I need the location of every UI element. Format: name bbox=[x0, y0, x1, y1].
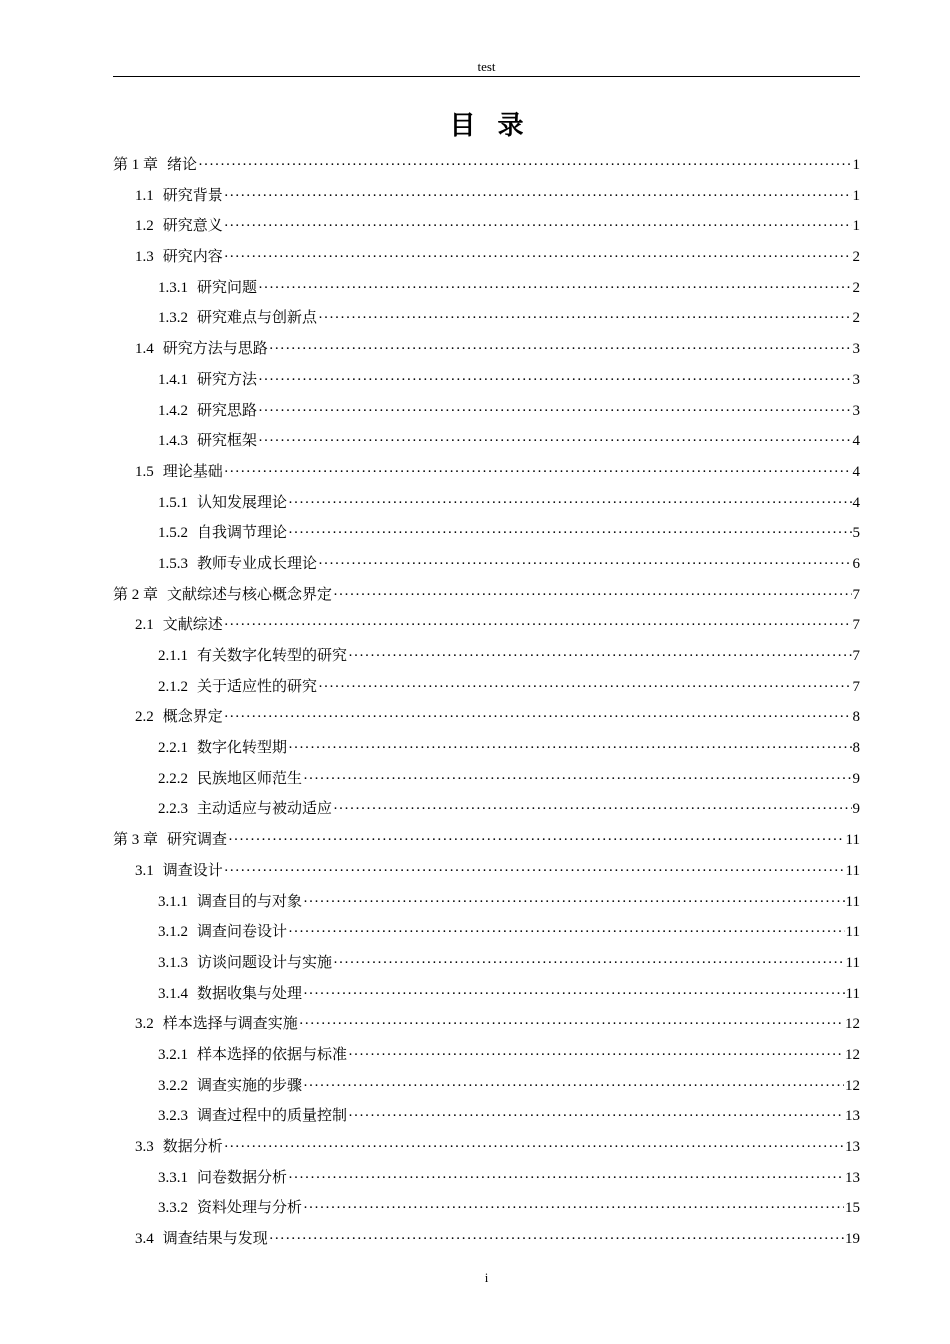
toc-entry-title: 调查设计 bbox=[162, 860, 223, 879]
toc-entry-number: 1.2 bbox=[135, 218, 154, 235]
toc-entry[interactable] bbox=[113, 364, 860, 395]
toc-entry-title: 研究背景 bbox=[162, 185, 223, 204]
toc-entry-title: 民族地区师范生 bbox=[197, 768, 303, 787]
toc-entry-number: 1.3.1 bbox=[158, 279, 188, 296]
toc-dot-leader bbox=[224, 610, 852, 641]
toc-dot-leader bbox=[258, 365, 851, 396]
toc-entry-page: 5 bbox=[852, 525, 860, 542]
toc-entry-title: 调查目的与对象 bbox=[197, 891, 303, 910]
toc-entry-number: 2.1.1 bbox=[158, 648, 188, 664]
toc-dot-leader bbox=[258, 396, 851, 427]
toc-entry-title: 调查实施的步骤 bbox=[197, 1075, 303, 1094]
toc-entry-title: 研究问题 bbox=[197, 277, 258, 296]
toc-entry-title: 概念界定 bbox=[162, 707, 223, 726]
toc-entry[interactable] bbox=[113, 1070, 860, 1101]
toc-dot-leader bbox=[348, 1040, 844, 1071]
toc-entry[interactable] bbox=[113, 701, 860, 732]
toc-entry[interactable] bbox=[113, 180, 860, 211]
toc-dot-leader bbox=[224, 1132, 844, 1163]
toc-dot-leader bbox=[258, 426, 851, 457]
toc-entry-page: 7 bbox=[852, 648, 860, 664]
toc-entry[interactable] bbox=[113, 149, 860, 180]
toc-entry[interactable] bbox=[113, 1223, 860, 1254]
toc-entry-page: 11 bbox=[845, 985, 860, 1002]
toc-dot-leader bbox=[299, 1009, 844, 1040]
toc-dot-leader bbox=[224, 181, 852, 212]
toc-entry-page: 1 bbox=[852, 187, 860, 204]
toc-entry-page: 3 bbox=[852, 402, 860, 419]
toc-entry-number: 1.5.3 bbox=[158, 555, 188, 572]
toc-entry-page: 12 bbox=[845, 1046, 860, 1063]
toc-entry-page: 7 bbox=[852, 586, 860, 603]
toc-entry-page: 4 bbox=[852, 463, 860, 480]
toc-dot-leader bbox=[318, 672, 851, 703]
toc-entry-number: 第 1 章 bbox=[113, 157, 159, 173]
toc-entry-title: 问卷数据分析 bbox=[197, 1167, 288, 1186]
toc-entry-title: 研究方法与思路 bbox=[162, 339, 268, 358]
toc-entry-page: 4 bbox=[852, 433, 860, 450]
toc-entry-page: 19 bbox=[845, 1231, 860, 1248]
toc-entry-number: 1.4.1 bbox=[158, 371, 188, 388]
toc-dot-leader bbox=[224, 242, 852, 273]
toc-entry-page: 13 bbox=[845, 1169, 860, 1186]
toc-entry-page: 7 bbox=[852, 617, 860, 634]
toc-entry-number: 第 3 章 bbox=[113, 832, 159, 849]
toc-dot-leader bbox=[288, 488, 851, 519]
toc-entry-number: 3.1.3 bbox=[158, 954, 188, 971]
toc-entry-page: 2 bbox=[852, 249, 860, 266]
toc-entry-title: 研究意义 bbox=[162, 216, 223, 235]
toc-dot-leader bbox=[288, 917, 845, 948]
toc-entry[interactable] bbox=[113, 1008, 860, 1039]
toc-entry[interactable] bbox=[113, 1131, 860, 1162]
toc-entry-title: 文献综述与核心概念界定 bbox=[167, 584, 333, 603]
toc-entry[interactable] bbox=[113, 886, 860, 917]
toc-entry-title: 研究调查 bbox=[167, 830, 228, 849]
toc-entry-page: 11 bbox=[845, 862, 860, 879]
toc-entry-title: 调查结果与发现 bbox=[162, 1229, 268, 1248]
toc-entry-title: 理论基础 bbox=[162, 461, 223, 480]
toc-entry-number: 1.3 bbox=[135, 249, 154, 266]
toc-entry-title: 调查问卷设计 bbox=[197, 922, 288, 941]
toc-entry-page: 7 bbox=[852, 678, 860, 695]
toc-dot-leader bbox=[333, 948, 845, 979]
toc-entry-title: 关于适应性的研究 bbox=[197, 676, 318, 695]
toc-entry-page: 9 bbox=[852, 770, 860, 787]
toc-entry-page: 12 bbox=[845, 1016, 860, 1033]
toc-dot-leader bbox=[303, 979, 845, 1010]
toc-entry-number: 3.4 bbox=[135, 1231, 154, 1248]
toc-dot-leader bbox=[258, 273, 851, 304]
toc-entry[interactable] bbox=[113, 333, 860, 364]
toc-dot-leader bbox=[269, 334, 852, 365]
toc-entry-number: 3.2 bbox=[135, 1016, 154, 1033]
toc-entry-number: 2.2.3 bbox=[158, 801, 188, 818]
toc-entry[interactable] bbox=[113, 793, 860, 824]
toc-entry-number: 1.4.3 bbox=[158, 433, 188, 450]
toc-entry-page: 13 bbox=[845, 1108, 860, 1125]
toc-entry-number: 1.5 bbox=[135, 463, 154, 480]
toc-entry-number: 1.3.2 bbox=[158, 310, 188, 327]
toc-entry-page: 3 bbox=[852, 371, 860, 388]
toc-entry-number: 1.5.1 bbox=[158, 494, 188, 511]
toc-entry-title: 资料处理与分析 bbox=[197, 1198, 303, 1217]
toc-entry-number: 3.1.4 bbox=[158, 985, 188, 1002]
toc-entry-number: 3.3.1 bbox=[158, 1169, 188, 1186]
toc-entry-page: 11 bbox=[845, 924, 860, 941]
toc-dot-leader bbox=[269, 1224, 844, 1255]
footer-page-number: i bbox=[484, 1270, 489, 1285]
toc-entry[interactable] bbox=[113, 947, 860, 978]
toc-entry[interactable] bbox=[113, 579, 860, 610]
toc-entry[interactable] bbox=[113, 548, 860, 579]
toc-entry[interactable] bbox=[113, 210, 860, 241]
toc-entry-page: 1 bbox=[852, 218, 860, 235]
toc-dot-leader bbox=[288, 1163, 844, 1194]
toc-entry-number: 3.1.1 bbox=[158, 893, 188, 910]
toc-entry-page: 1 bbox=[852, 157, 860, 173]
toc-entry[interactable] bbox=[113, 916, 860, 947]
toc-entry-title: 研究内容 bbox=[162, 247, 223, 266]
toc-entry-title: 有关数字化转型的研究 bbox=[197, 646, 348, 664]
toc-dot-leader bbox=[224, 211, 852, 242]
toc-entry-title: 数字化转型期 bbox=[197, 738, 288, 757]
toc-entry-number: 3.1 bbox=[135, 862, 154, 879]
toc-entry-number: 3.3 bbox=[135, 1139, 154, 1155]
toc-entry-number: 2.2.2 bbox=[158, 770, 188, 787]
toc-entry-page: 11 bbox=[845, 832, 860, 849]
toc-entry[interactable] bbox=[113, 456, 860, 487]
toc-entry-title: 样本选择与调查实施 bbox=[162, 1014, 298, 1033]
toc-entry-number: 3.2.3 bbox=[158, 1108, 188, 1125]
toc-entry-page: 13 bbox=[845, 1139, 860, 1155]
toc-dot-leader bbox=[303, 887, 845, 918]
toc-entry-number: 3.2.2 bbox=[158, 1077, 188, 1094]
toc-entry-number: 3.3.2 bbox=[158, 1200, 188, 1217]
toc-entry[interactable] bbox=[113, 425, 860, 456]
toc-dot-leader bbox=[288, 518, 851, 549]
toc-dot-leader bbox=[333, 580, 851, 611]
toc-dot-leader bbox=[348, 1101, 844, 1132]
toc-entry[interactable] bbox=[113, 1162, 860, 1193]
toc-entry-title: 文献综述 bbox=[162, 615, 223, 634]
toc-entry-number: 1.4.2 bbox=[158, 402, 188, 419]
toc-entry-title: 研究难点与创新点 bbox=[197, 308, 318, 327]
header-rule bbox=[113, 76, 860, 77]
toc-entry-number: 1.4 bbox=[135, 341, 154, 358]
toc-entry-page: 6 bbox=[852, 555, 860, 572]
toc-dot-leader bbox=[303, 764, 851, 795]
toc-entry-page: 11 bbox=[845, 954, 860, 971]
toc-entry-title: 认知发展理论 bbox=[197, 492, 288, 511]
toc-entry-page: 9 bbox=[852, 801, 860, 818]
toc-entry[interactable] bbox=[113, 978, 860, 1009]
toc-dot-leader bbox=[318, 303, 851, 334]
toc-dot-leader bbox=[224, 856, 845, 887]
toc-entry-number: 1.5.2 bbox=[158, 525, 188, 542]
toc-entry-page: 11 bbox=[845, 893, 860, 910]
toc-dot-leader bbox=[288, 733, 851, 764]
toc-entry-title: 研究方法 bbox=[197, 369, 258, 388]
toc-entry-number: 2.2 bbox=[135, 709, 154, 726]
toc-entry-title: 绪论 bbox=[167, 155, 198, 173]
toc-dot-leader bbox=[224, 457, 852, 488]
toc-entry-title: 研究框架 bbox=[197, 431, 258, 450]
toc-entry[interactable] bbox=[113, 487, 860, 518]
toc-dot-leader bbox=[303, 1193, 844, 1224]
toc-entry-number: 1.1 bbox=[135, 187, 154, 204]
toc-entry-title: 访谈问题设计与实施 bbox=[197, 952, 333, 971]
toc-entry-number: 2.1 bbox=[135, 617, 154, 634]
toc-entry-page: 8 bbox=[852, 740, 860, 757]
toc-entry[interactable] bbox=[113, 272, 860, 303]
toc-entry[interactable] bbox=[113, 1039, 860, 1070]
toc-entry[interactable] bbox=[113, 640, 860, 671]
toc-entry[interactable] bbox=[113, 609, 860, 640]
toc-entry-title: 调查过程中的质量控制 bbox=[197, 1106, 348, 1125]
toc-entry-number: 3.1.2 bbox=[158, 924, 188, 941]
toc-entry-title: 主动适应与被动适应 bbox=[197, 799, 333, 818]
toc-entry[interactable] bbox=[113, 824, 860, 855]
toc-dot-leader bbox=[303, 1071, 844, 1102]
toc-entry-title: 数据分析 bbox=[162, 1137, 223, 1155]
toc-entry[interactable] bbox=[113, 1100, 860, 1131]
toc-dot-leader bbox=[333, 794, 851, 825]
toc-entry[interactable] bbox=[113, 855, 860, 886]
toc-entry-title: 样本选择的依据与标准 bbox=[197, 1044, 348, 1063]
toc-entry-number: 2.2.1 bbox=[158, 740, 188, 757]
toc-entry-page: 8 bbox=[852, 709, 860, 726]
toc-entry-title: 教师专业成长理论 bbox=[197, 553, 318, 572]
toc-entry-number: 3.2.1 bbox=[158, 1046, 188, 1063]
toc-entry-number: 2.1.2 bbox=[158, 678, 188, 695]
toc-entry-title: 数据收集与处理 bbox=[197, 983, 303, 1002]
toc-entry[interactable] bbox=[113, 1192, 860, 1223]
toc-title: 目录 bbox=[449, 111, 546, 141]
toc-entry[interactable] bbox=[113, 241, 860, 272]
toc-entry-page: 3 bbox=[852, 341, 860, 358]
toc-entry-number: 第 2 章 bbox=[113, 586, 159, 603]
toc-dot-leader bbox=[348, 641, 851, 672]
toc-entry-page: 2 bbox=[852, 310, 860, 327]
toc-entry-page: 4 bbox=[852, 494, 860, 511]
toc-entry[interactable] bbox=[113, 732, 860, 763]
toc-dot-leader bbox=[224, 702, 852, 733]
toc-entry-page: 2 bbox=[852, 279, 860, 296]
toc-dot-leader bbox=[318, 549, 851, 580]
toc-entry[interactable] bbox=[113, 395, 860, 426]
toc-entry-page: 15 bbox=[845, 1200, 860, 1217]
page-header-text: test bbox=[477, 59, 496, 74]
toc-entry-page: 12 bbox=[845, 1077, 860, 1094]
toc-entry[interactable] bbox=[113, 763, 860, 794]
toc-dot-leader bbox=[198, 150, 851, 181]
toc-entry[interactable] bbox=[113, 671, 860, 702]
toc-list bbox=[113, 149, 860, 1254]
toc-entry-title: 研究思路 bbox=[197, 400, 258, 419]
toc-entry-title: 自我调节理论 bbox=[197, 523, 288, 542]
toc-entry[interactable] bbox=[113, 302, 860, 333]
toc-entry[interactable] bbox=[113, 517, 860, 548]
toc-dot-leader bbox=[228, 825, 845, 856]
